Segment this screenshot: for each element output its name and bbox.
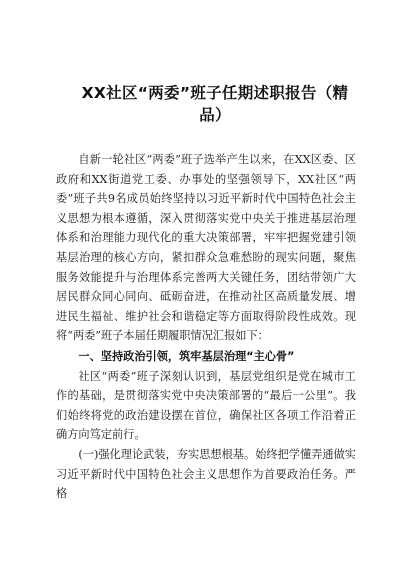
section-paragraph: 社区“两委”班子深刻认识到，基层党组织是党在城市工作的基础，是贯彻落实党中央决策部署的“最后一公里”。我们始终将党的政治建设摆在首位，确保社区各项工作沿着正确方向笃定前行。 (56, 369, 356, 442)
document-body (56, 150, 356, 504)
subsection-paragraph: (一)强化理论武装，夯实思想根基。始终把学懂弄通做实习近平新时代中国特色社会主义思想作为首要政治任务。严格 (56, 447, 356, 501)
document-title: XX社区“两委”班子任期述职报告（精品） (81, 84, 349, 124)
section-heading: 一、坚持政治引领，筑牢基层治理“主心骨” (78, 349, 295, 363)
intro-paragraph: 自新一轮社区“两委”班子选举产生以来，在XX区委、区政府和XX街道党工委、办事处的坚强领导下，XX社区“两委”班子共9名成员始终坚持以习近平新时代中国特色社会主义思想为根本遵循，深入贯彻落实党中央关于推进基层治理体系和治理能力现代化的重大决策部署，牢牢把握党建引领基层治理的核心方向，紧扣群众急难愁盼的现实问题，聚焦服务效能提升与治理体系完善两大关键任务，团结带领广大居民群众同心同向、砥砺奋进，在推动社区高质量发展、增进民生福祉、维护社会和谐稳定等方面取得阶段性成效。现将“两委”班子本届任期履职情况汇报如下： (56, 153, 356, 343)
